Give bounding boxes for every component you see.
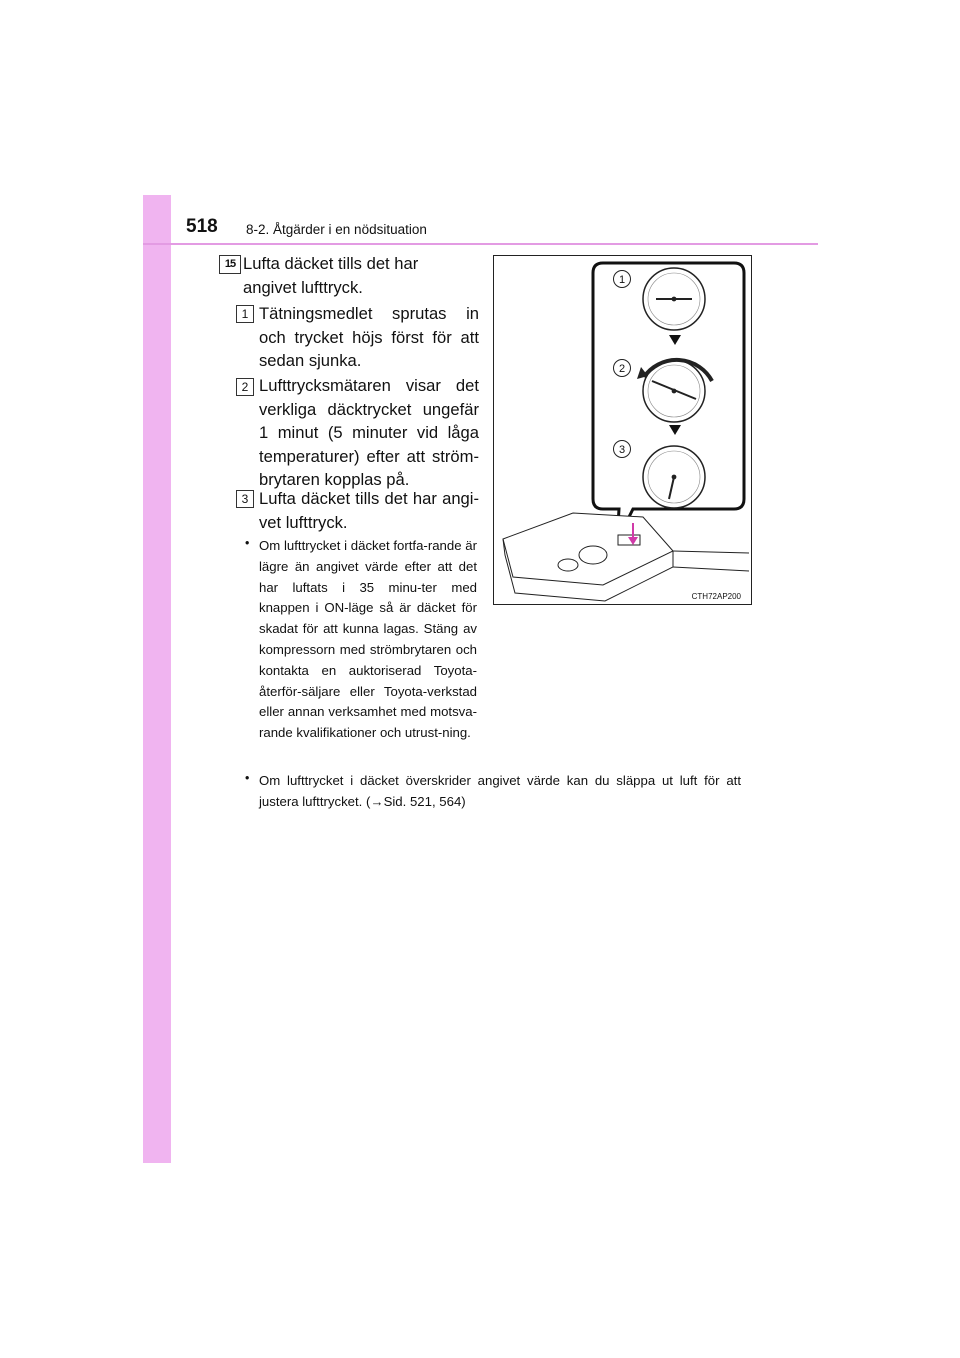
bullet: • [245,536,250,550]
gauge-icon [643,446,705,508]
callout-label: 3 [618,444,626,456]
step-text: Lufta däcket tills det har angivet lufttryck. [243,254,419,297]
page-number: 518 [186,216,218,237]
substep-text: Lufta däcket tills det har angi-vet lufttryck. [259,489,479,532]
header-divider [143,243,818,245]
substep-number: 3 [236,490,254,508]
note-text: Om lufttrycket i däcket överskrider angivet värde kan du släppa ut luft för att justera lufttrycket. (→Sid. 521, 564) [259,773,741,809]
bullet: • [245,771,250,785]
compressor-gauge-figure [493,255,752,605]
gauge-icon [643,268,705,330]
figure-code: CTH72AP200 [691,592,741,601]
substep-text: Lufttrycksmätaren visar det verkliga däcktrycket ungefär 1 minut (5 minuter vid låga temperaturer) efter att ström-brytaren kopplas på. [259,376,479,490]
note-text: Om lufttrycket i däcket fortfa-rande är lägre än angivet värde efter att det har luftats i 35 minu-ter med knappen i ON-läge så är däcket för skadat för att kunna lagas. Stäng av kompressorn med strömbrytaren och kontakta en auktoriserad Toyota-återför-säljare eller Toyota-verkstad eller annan verksamhet med motsva-rande kvalifikationer och utrust-ning. [259,538,477,741]
callout-label: 2 [618,363,626,375]
chapter-side-tab [143,195,171,1163]
substep-number: 2 [236,378,254,396]
step-number: 15 [219,255,241,274]
substep-number: 1 [236,305,254,323]
substep-text: Tätningsmedlet sprutas in och trycket höjs först för att sedan sjunka. [259,304,479,371]
section-title: 8-2. Åtgärder i en nödsituation [246,222,427,237]
callout-label: 1 [618,274,626,286]
